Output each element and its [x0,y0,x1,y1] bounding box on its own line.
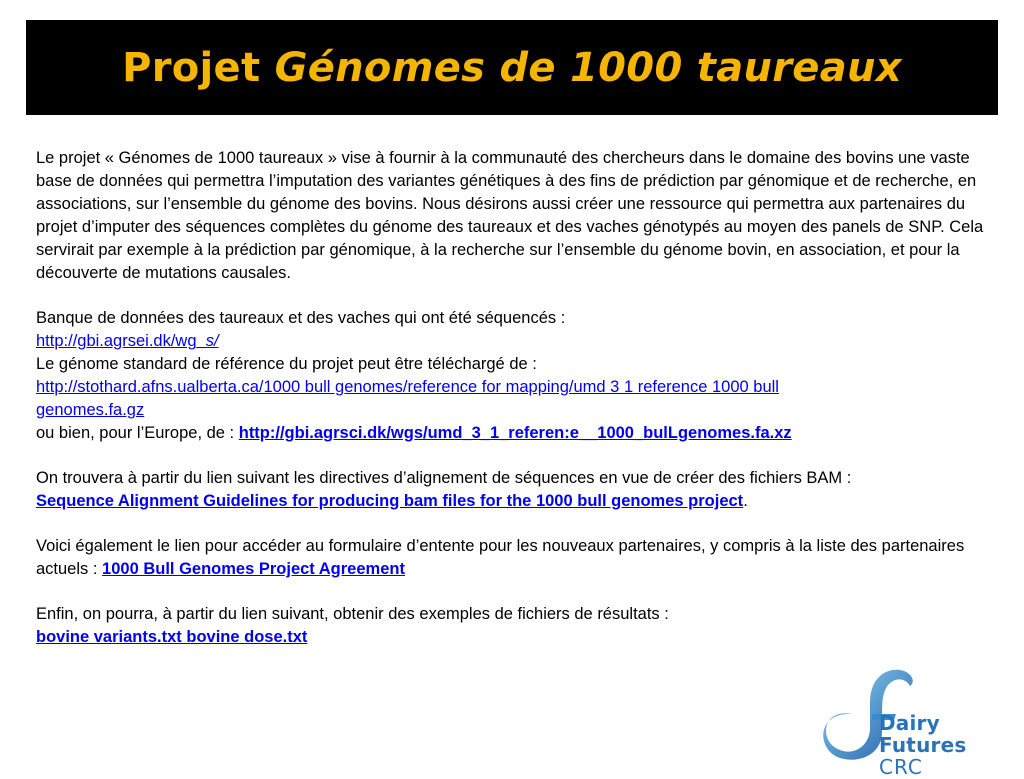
title-plain: Projet [122,44,275,91]
alignment-period: . [743,492,748,510]
title-italic: Génomes de 1000 taureaux [274,44,902,91]
title-bar [26,20,998,115]
intro-paragraph: Le projet « Génomes de 1000 taureaux » vise à fournir à la communauté des chercheurs dans le domaine des bovins une vaste base de données qui permettra l’imputation des variantes génétiques à des fins de prédiction par génomique et de recherche, en associations, sur l’ensemble du génome des bovins. Nous désirons aussi créer une ressource qui permettra aux partenaires du projet d’imputer des séquences complètes du génome des taureaux et des vaches génotypés au moyen des panels de SNP. Cela servirait par exemple à la prédiction par génomique, à la recherche sur l’ensemble du génome bovin, en association, et pour la découverte de mutations causales. [36,149,984,282]
slide-title [122,45,902,91]
agreement-text: Voici également le lien pour accéder au formulaire d’entente pour les nouveaux partenaires, y compris à la liste des partenaires actuels : [36,537,965,578]
alignment-text: On trouvera à partir du lien suivant les directives d’alignement de séquences en vue de créer des fichiers BAM : [36,469,852,487]
europe-link[interactable]: http://gbi.agrsci.dk/wgs/umd_3_1_referen:e__1000_bulLgenomes.fa.xz [238,424,792,442]
results-files-link[interactable]: bovine variants.txt bovine dose.txt [36,628,308,646]
agreement-link[interactable]: 1000 Bull Genomes Project Agreement [102,560,405,578]
logo-line2: CRC [879,755,923,779]
database-text: Banque de données des taureaux et des vaches qui ont été séquencés : [36,309,566,327]
database-link[interactable]: http://gbi.agrsei.dk/wg_s/ [36,332,219,350]
logo-line1: Dairy Futures [879,711,967,757]
alignment-guidelines-link[interactable]: Sequence Alignment Guidelines for producing bam files for the 1000 bull genomes project [36,492,744,510]
reference-link[interactable]: http://stothard.afns.ualberta.ca/1000 bull genomes/reference for mapping/umd 3 1 reference 1000 bull genomes.fa.gz [36,378,779,419]
logo-text [879,712,1024,778]
slide-content [36,147,998,649]
europe-text: ou bien, pour l’Europe, de : [36,424,239,442]
reference-text: Le génome standard de référence du projet peut être téléchargé de : [36,355,537,373]
results-text: Enfin, on pourra, à partir du lien suivant, obtenir des exemples de fichiers de résultats : [36,605,669,623]
